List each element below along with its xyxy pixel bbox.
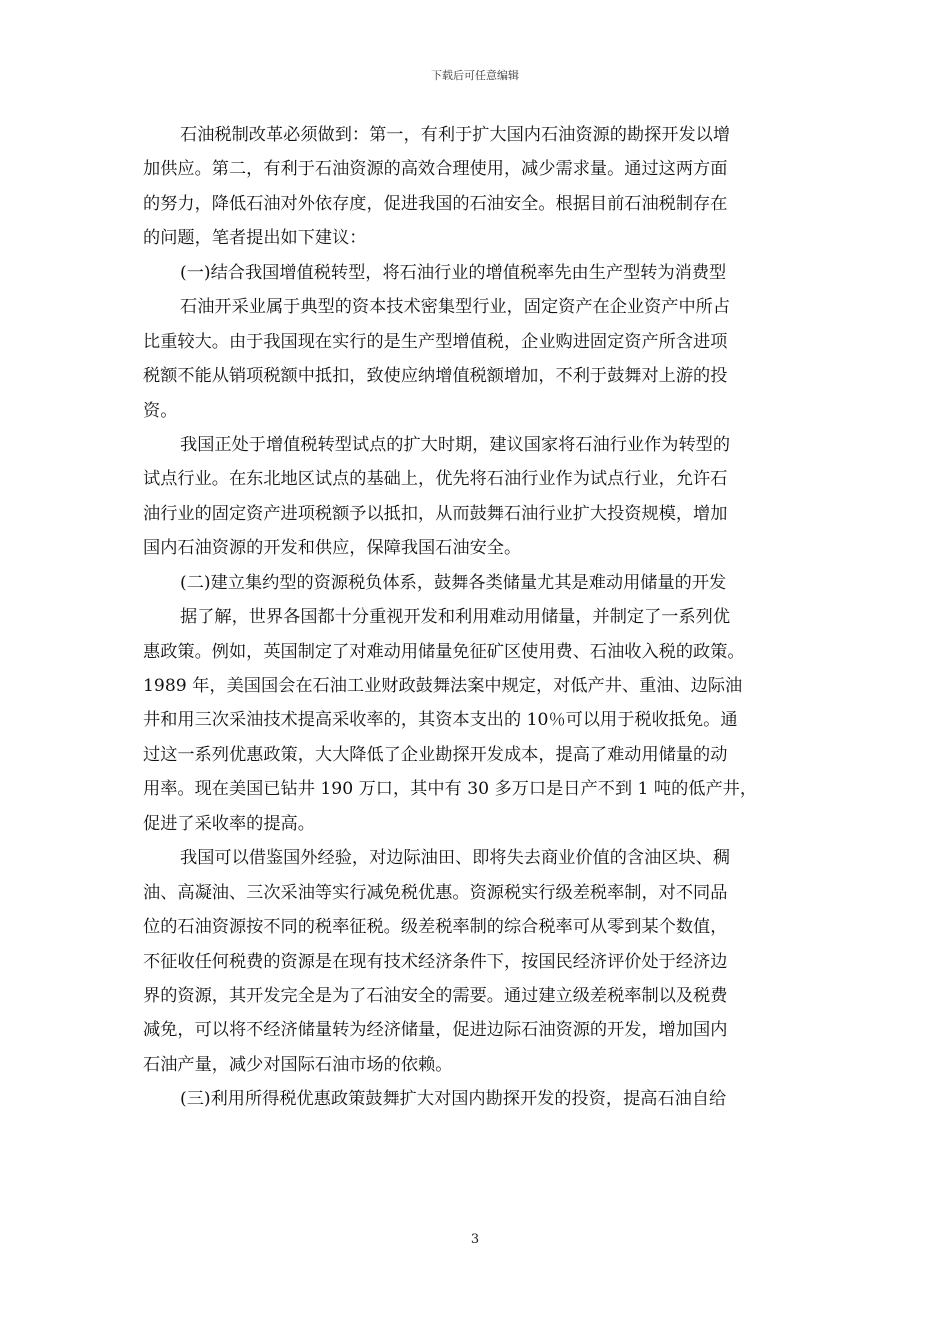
text-line: 减免，可以将不经济储量转为经济储量，促进边际石油资源的开发，增加国内 [143, 1020, 728, 1041]
text-line: 油行业的固定资产进项税额予以抵扣，从而鼓舞石油行业扩大投资规模，增加 [143, 503, 728, 524]
text-line: 过这一系列优惠政策，大大降低了企业勘探开发成本，提高了难动用储量的动 [143, 744, 728, 765]
text-line: 1989 年，美国国会在石油工业财政鼓舞法案中规定，对低产井、重油、边际油 [143, 676, 743, 696]
text-line: 比重较大。由于我国现在实行的是生产型增值税，企业购进固定资产所含进项 [143, 331, 728, 352]
text-line: 试点行业。在东北地区试点的基础上，优先将石油行业作为试点行业，允许石 [143, 469, 728, 490]
text-line: 惠政策。例如，英国制定了对难动用储量免征矿区使用费、石油收入税的政策。 [143, 641, 745, 662]
text-line: 加供应。第二，有利于石油资源的高效合理使用，减少需求量。通过这两方面 [143, 159, 728, 180]
text-line: 的问题，笔者提出如下建议： [143, 228, 367, 249]
text-line: 井和用三次采油技术提高采收率的，其资本支出的 10％可以用于税收抵免。通 [143, 710, 738, 731]
text-line: 界的资源，其开发完全是为了石油安全的需要。通过建立级差税率制以及税费 [143, 985, 728, 1006]
text-line: 国内石油资源的开发和供应，保障我国石油安全。 [143, 538, 522, 559]
text-line: 石油开采业属于典型的资本技术密集型行业，固定资产在企业资产中所占 [180, 297, 731, 318]
text-line: 的努力，降低石油对外依存度，促进我国的石油安全。根据目前石油税制存在 [143, 193, 728, 214]
text-line: 石油税制改革必须做到：第一，有利于扩大国内石油资源的勘探开发以增 [180, 125, 731, 145]
text-line: (一)结合我国增值税转型，将石油行业的增值税率先由生产型转为消费型 [180, 262, 727, 283]
document-body [143, 118, 811, 1117]
text-line: 资。 [143, 400, 178, 421]
text-line: 用率。现在美国已钻井 190 万口，其中有 30 多万口是日产不到 1 吨的低产井， [143, 779, 758, 800]
text-line: 位的石油资源按不同的税率征税。级差税率制的综合税率可从零到某个数值， [143, 917, 728, 938]
text-line: 油、高凝油、三次采油等实行减免税优惠。资源税实行级差税率制，对不同品 [143, 882, 728, 903]
text-line: (三)利用所得税优惠政策鼓舞扩大对国内勘探开发的投资，提高石油自给 [180, 1089, 727, 1110]
text-line: 据了解，世界各国都十分重视开发和利用难动用储量，并制定了一系列优 [180, 607, 731, 628]
text-line: 我国可以借鉴国外经验，对边际油田、即将失去商业价值的含油区块、稠 [180, 848, 731, 869]
text-line: 促进了采收率的提高。 [143, 813, 315, 834]
text-line: 我国正处于增值税转型试点的扩大时期，建议国家将石油行业作为转型的 [180, 434, 731, 455]
text-line: 石油产量，减少对国际石油市场的依赖。 [143, 1054, 453, 1075]
text-line: 不征收任何税费的资源是在现有技术经济条件下，按国民经济评价处于经济边 [143, 951, 728, 972]
text-line: 税额不能从销项税额中抵扣，致使应纳增值税额增加，不利于鼓舞对上游的投 [143, 366, 728, 387]
text-line: (二)建立集约型的资源税负体系，鼓舞各类储量尤其是难动用储量的开发 [180, 572, 727, 593]
page-header: 下载后可任意编辑 [431, 69, 519, 82]
page-number: 3 [470, 1232, 480, 1247]
